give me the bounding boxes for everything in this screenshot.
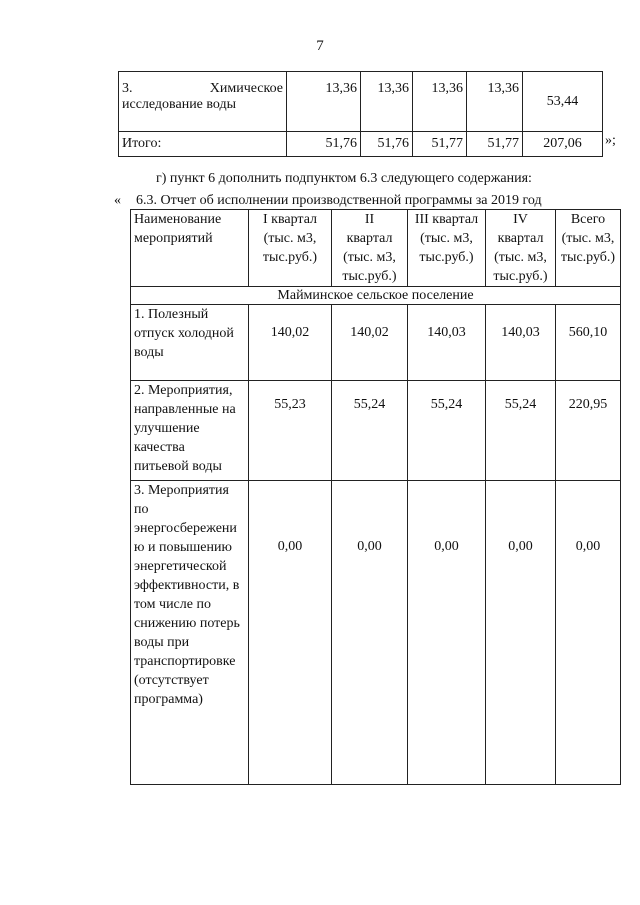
page-number: 7 xyxy=(316,38,324,54)
header-q4: IV квартал (тыс. м3, тыс.руб.) xyxy=(486,210,556,287)
q4-value: 140,03 xyxy=(486,305,556,381)
q1-value: 140,02 xyxy=(249,305,332,381)
table-row xyxy=(131,381,621,481)
row-name-part: Химическое xyxy=(209,81,283,96)
table-header-row xyxy=(131,210,621,287)
row-name: 2. Мероприятия, направленные на улучшение качества питьевой воды xyxy=(131,381,249,481)
q4-value: 0,00 xyxy=(486,481,556,785)
q4-value: 51,77 xyxy=(467,132,523,157)
program-report-table xyxy=(130,209,621,785)
row-name: 1. Полезный отпуск холодной воды xyxy=(131,305,249,381)
water-analysis-table xyxy=(118,71,603,157)
table-row xyxy=(119,132,603,157)
q1-value: 55,23 xyxy=(249,381,332,481)
header-total: Всего (тыс. м3, тыс.руб.) xyxy=(556,210,621,287)
q1-value: 51,76 xyxy=(287,132,361,157)
q4-value: 55,24 xyxy=(486,381,556,481)
header-q1: I квартал (тыс. м3, тыс.руб.) xyxy=(249,210,332,287)
table-subheader-row xyxy=(131,287,621,305)
q2-value: 13,36 xyxy=(361,72,413,132)
row-number: 3. xyxy=(122,81,133,96)
total-value: 207,06 xyxy=(523,132,603,157)
q2-value: 0,00 xyxy=(332,481,408,785)
table-row xyxy=(131,305,621,381)
q3-value: 140,03 xyxy=(408,305,486,381)
total-value: 220,95 xyxy=(556,381,621,481)
amendment-text: г) пункт 6 дополнить подпунктом 6.3 следующего содержания: xyxy=(156,171,532,186)
header-name: Наименование мероприятий xyxy=(131,210,249,287)
table-row xyxy=(119,72,603,132)
q1-value: 13,36 xyxy=(287,72,361,132)
row-name-cell xyxy=(119,72,287,132)
row-name: 3. Мероприятия по энергосбережени ю и повышению энергетической эффективности, в том числе по снижению потерь воды при транспортировке (отсутствует программа) xyxy=(131,481,249,785)
q3-value: 51,77 xyxy=(413,132,467,157)
q3-value: 55,24 xyxy=(408,381,486,481)
q2-value: 140,02 xyxy=(332,305,408,381)
table-row xyxy=(131,481,621,785)
q4-value: 13,36 xyxy=(467,72,523,132)
total-value: 0,00 xyxy=(556,481,621,785)
q2-value: 55,24 xyxy=(332,381,408,481)
total-value: 560,10 xyxy=(556,305,621,381)
settlement-subheader: Майминское сельское поселение xyxy=(131,287,621,305)
q3-value: 13,36 xyxy=(413,72,467,132)
row-name-part: исследование воды xyxy=(122,97,237,112)
q2-value: 51,76 xyxy=(361,132,413,157)
header-q3: III квартал (тыс. м3, тыс.руб.) xyxy=(408,210,486,287)
header-q2: II квартал (тыс. м3, тыс.руб.) xyxy=(332,210,408,287)
total-label: Итого: xyxy=(119,132,287,157)
q1-value: 0,00 xyxy=(249,481,332,785)
opening-quote: « xyxy=(114,193,121,208)
section-title: 6.3. Отчет об исполнении производственной программы за 2019 год xyxy=(136,193,542,208)
total-value: 53,44 xyxy=(523,72,603,132)
q3-value: 0,00 xyxy=(408,481,486,785)
closing-quote: »; xyxy=(605,133,616,148)
